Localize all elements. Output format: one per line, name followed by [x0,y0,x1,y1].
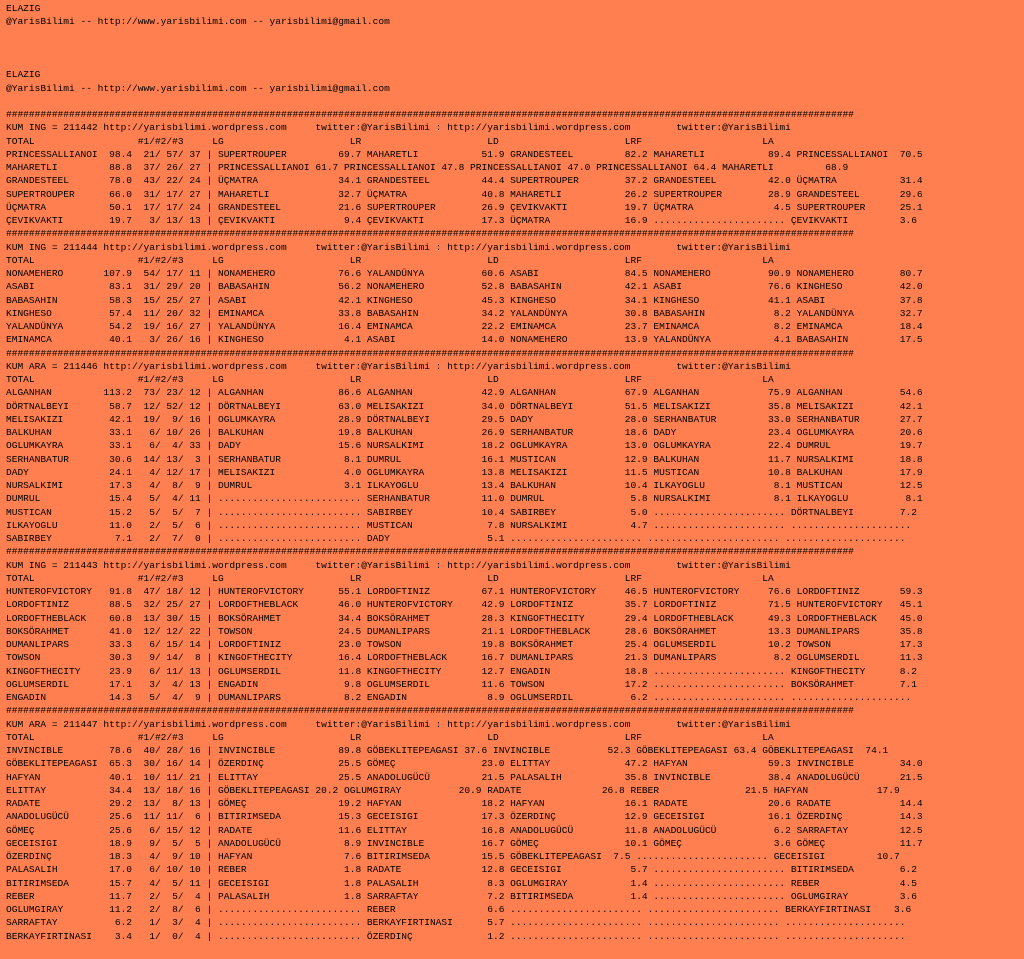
result-row: PALASALIH 17.0 6/ 10/ 10 | REBER 1.8 RADATE 12.8 GECEISIGI 5.7 ....................... BITIRIMSEDA 6.2 [6,864,917,876]
column-header-line: TOTAL #1/#2/#3 LG LR LD LRF LA [6,135,774,147]
race-header-line: KUM ING = 211442 http://yarisbilimi.wordpress.com twitter:@YarisBilimi : http://yarisbilimi.wordpress.com twitter:@YarisBilimi [6,122,791,134]
result-row: OGLUMSERDIL 17.1 3/ 4/ 13 | ENGADIN 9.8 OGLUMSERDIL 11.6 TOWSON 17.2 ....................... BOKSÖRAHMET 7.1 [6,678,917,690]
contact-line: @YarisBilimi -- http://www.yarisbilimi.com -- yarisbilimi@gmail.com [6,16,390,28]
column-header-line: TOTAL #1/#2/#3 LG LR LD LRF LA [6,254,774,266]
result-row: ÜÇMATRA 50.1 17/ 17/ 24 | GRANDESTEEL 21.6 SUPERTROUPER 26.9 ÇEVIKVAKTI 19.7 ÜÇMATRA 4.5 SUPERTROUPER 25.1 [6,201,923,213]
result-row: OGLUMKAYRA 33.1 6/ 4/ 33 | DADY 15.6 NURSALKIMI 18.2 OGLUMKAYRA 13.0 OGLUMKAYRA 22.4 DUMRUL 19.7 [6,440,923,452]
result-row: OGLUMGIRAY 11.2 2/ 8/ 6 | ......................... REBER 6.6 ....................... ....................... BERKAYFIRTINASI 3.6 [6,904,912,915]
result-row: YALANDÜNYA 54.2 19/ 16/ 27 | YALANDÜNYA 16.4 EMINAMCA 22.2 EMINAMCA 23.7 EMINAMCA 8.2 EMINAMCA 18.4 [6,321,923,332]
blank-line [6,29,1024,42]
result-row: LORDOFTINIZ 88.5 32/ 25/ 27 | LORDOFTHEBLACK 46.0 HUNTEROFVICTORY 42.9 LORDOFTINIZ 35.7 LORDOFTINIZ 71.5 HUNTEROFVICTORY 45.1 [6,599,923,611]
contact-line: @YarisBilimi -- http://www.yarisbilimi.com -- yarisbilimi@gmail.com [6,82,390,94]
result-row: ÇEVIKVAKTI 19.7 3/ 13/ 13 | ÇEVIKVAKTI 9.4 ÇEVIKVAKTI 17.3 ÜÇMATRA 16.9 ....................... ÇEVIKVAKTI 3.6 [6,215,917,226]
race-header-line: KUM ING = 211444 http://yarisbilimi.wordpress.com twitter:@YarisBilimi : http://yarisbilimi.wordpress.com twitter:@YarisBilimi [6,241,791,253]
result-row: ILKAYOGLU 11.0 2/ 5/ 6 | ......................... MUSTICAN 7.8 NURSALKIMI 4.7 ....................... ..................... [6,519,912,531]
column-header-line: TOTAL #1/#2/#3 LG LR LD LRF LA [6,572,774,584]
result-row: BERKAYFIRTINASI 3.4 1/ 0/ 4 | ......................... ÖZERDINÇ 1.2 ....................... ....................... ..................... [6,930,906,942]
result-row: SARRAFTAY 6.2 1/ 3/ 4 | ......................... BERKAYFIRTINASI 5.7 ....................... ....................... ..................... [6,917,906,929]
race-header-line: KUM ARA = 211446 http://yarisbilimi.wordpress.com twitter:@YarisBilimi : http://yarisbilimi.wordpress.com twitter:@YarisBilimi [6,360,791,372]
result-row: LORDOFTHEBLACK 60.8 13/ 30/ 15 | BOKSÖRAHMET 34.4 BOKSÖRAHMET 28.3 KINGOFTHECITY 29.4 LORDOFTHEBLACK 49.3 LORDOFTHEBLACK 45.0 [6,612,923,624]
result-row: GÖBEKLITEPEAGASI 65.3 30/ 16/ 14 | ÖZERDINÇ 25.5 GÖMEÇ 23.0 ELITTAY 47.2 HAFYAN 59.3 INVINCIBLE 34.0 [6,758,923,770]
result-row: GRANDESTEEL 78.0 43/ 22/ 24 | ÜÇMATRA 34.1 GRANDESTEEL 44.4 SUPERTROUPER 37.2 GRANDESTEEL 42.0 ÜÇMATRA 31.4 [6,175,923,187]
result-row: SABIRBEY 7.1 2/ 7/ 0 | ......................... DADY 5.1 ....................... ....................... ..................... [6,533,906,544]
result-row: NONAMEHERO 107.9 54/ 17/ 11 | NONAMEHERO 76.6 YALANDÜNYA 60.6 ASABI 84.5 NONAMEHERO 90.9 NONAMEHERO 80.7 [6,268,923,279]
result-row: KINGOFTHECITY 23.9 6/ 11/ 13 | OGLUMSERDIL 11.8 KINGOFTHECITY 12.7 ENGADIN 18.8 ....................... KINGOFTHECITY 8.2 [6,665,917,677]
result-row: DADY 24.1 4/ 12/ 17 | MELISAKIZI 4.0 OGLUMKAYRA 13.8 MELISAKIZI 11.5 MUSTICAN 10.8 BALKUHAN 17.9 [6,466,923,478]
result-row: GECEISIGI 18.9 9/ 5/ 5 | ANADOLUGÜCÜ 8.9 INVINCIBLE 16.7 GÖMEÇ 10.1 GÖMEÇ 3.6 GÖMEÇ 11.7 [6,837,923,849]
result-row: DUMANLIPARS 33.3 6/ 15/ 14 | LORDOFTINIZ 23.0 TOWSON 19.8 BOKSÖRAHMET 25.4 OGLUMSERDIL 10.2 TOWSON 17.3 [6,639,923,650]
result-row: KINGHESO 57.4 11/ 20/ 32 | EMINAMCA 33.8 BABASAHIN 34.2 YALANDÜNYA 30.8 BABASAHIN 8.2 YALANDÜNYA 32.7 [6,307,923,319]
result-row: ASABI 83.1 31/ 29/ 20 | BABASAHIN 56.2 NONAMEHERO 52.8 BABASAHIN 42.1 ASABI 76.6 KINGHESO 42.0 [6,281,923,293]
result-row: DUMRUL 15.4 5/ 4/ 11 | ......................... SERHANBATUR 11.0 DUMRUL 5.8 NURSALKIMI 8.1 ILKAYOGLU 8.1 [6,493,923,505]
result-row: MAHARETLI 88.8 37/ 26/ 27 | PRINCESSALLIANOI 61.7 PRINCESSALLIANOI 47.8 PRINCESSALLIANOI 47.0 PRINCESSALLIANOI 64.4 MAHARETLI 68.9 [6,162,849,173]
result-row: ALGANHAN 113.2 73/ 23/ 12 | ALGANHAN 86.6 ALGANHAN 42.9 ALGANHAN 67.9 ALGANHAN 75.9 ALGANHAN 54.6 [6,387,923,399]
separator-line: #################################################################################################################################################### [6,109,854,120]
result-row: GÖMEÇ 25.6 6/ 15/ 12 | RADATE 11.6 ELITTAY 16.8 ANADOLUGÜCÜ 11.8 ANADOLUGÜCÜ 6.2 SARRAFTAY 12.5 [6,824,923,836]
result-row: MELISAKIZI 42.1 19/ 9/ 16 | OGLUMKAYRA 28.9 DÖRTNALBEYI 29.5 DADY 28.0 SERHANBATUR 33.0 SERHANBATUR 27.7 [6,413,923,425]
result-row: ENGADIN 14.3 5/ 4/ 9 | DUMANLIPARS 8.2 ENGADIN 8.9 OGLUMSERDIL 6.2 ....................... ..................... [6,692,912,703]
result-row: TOWSON 30.3 9/ 14/ 8 | KINGOFTHECITY 16.4 LORDOFTHEBLACK 16.7 DUMANLIPARS 21.3 DUMANLIPARS 8.2 OGLUMSERDIL 11.3 [6,652,923,664]
result-row: BITIRIMSEDA 15.7 4/ 5/ 11 | GECEISIGI 1.8 PALASALIH 8.3 OGLUMGIRAY 1.4 ....................... REBER 4.5 [6,877,917,889]
result-row: NURSALKIMI 17.3 4/ 8/ 9 | DUMRUL 3.1 ILKAYOGLU 13.4 BALKUHAN 10.4 ILKAYOGLU 8.1 MUSTICAN 12.5 [6,480,923,491]
separator-line: #################################################################################################################################################### [6,228,854,240]
result-row: INVINCIBLE 78.6 40/ 28/ 16 | INVINCIBLE 89.8 GÖBEKLITEPEAGASI 37.6 INVINCIBLE 52.3 GÖBEKLITEPEAGASI 63.4 GÖBEKLITEPEAGASI 74.1 [6,745,889,756]
blank-line [6,55,1024,68]
blank-line [6,42,1024,55]
result-row: BOKSÖRAHMET 41.0 12/ 12/ 22 | TOWSON 24.5 DUMANLIPARS 21.1 LORDOFTHEBLACK 28.6 BOKSÖRAHMET 13.3 DUMANLIPARS 35.8 [6,625,923,637]
result-row: ANADOLUGÜCÜ 25.6 11/ 11/ 6 | BITIRIMSEDA 15.3 GECEISIGI 17.3 ÖZERDINÇ 12.9 GECEISIGI 16.1 ÖZERDINÇ 14.3 [6,811,923,823]
result-row: HUNTEROFVICTORY 91.8 47/ 18/ 12 | HUNTEROFVICTORY 55.1 LORDOFTINIZ 67.1 HUNTEROFVICTORY 46.5 HUNTEROFVICTORY 76.6 LORDOFTINIZ 59.3 [6,586,923,597]
separator-line: #################################################################################################################################################### [6,347,854,359]
result-row: SUPERTROUPER 66.0 31/ 17/ 27 | MAHARETLI 32.7 ÜÇMATRA 40.8 MAHARETLI 26.2 SUPERTROUPER 28.9 GRANDESTEEL 29.6 [6,188,923,200]
separator-line: #################################################################################################################################################### [6,705,854,717]
race-header-line: KUM ING = 211443 http://yarisbilimi.wordpress.com twitter:@YarisBilimi : http://yarisbilimi.wordpress.com twitter:@YarisBilimi [6,559,791,571]
race-header-line: KUM ARA = 211447 http://yarisbilimi.wordpress.com twitter:@YarisBilimi : http://yarisbilimi.wordpress.com twitter:@YarisBilimi [6,718,791,730]
location-title: ELAZIG [6,3,41,14]
result-row: ÖZERDINÇ 18.3 4/ 9/ 10 | HAFYAN 7.6 BITIRIMSEDA 15.5 GÖBEKLITEPEAGASI 7.5 ....................... GECEISIGI 10.7 [6,851,900,862]
result-row: SERHANBATUR 30.6 14/ 13/ 3 | SERHANBATUR 8.1 DUMRUL 16.1 MUSTICAN 12.9 BALKUHAN 11.7 NURSALKIMI 18.8 [6,453,923,465]
result-row: DÖRTNALBEYI 58.7 12/ 52/ 12 | DÖRTNALBEYI 63.0 MELISAKIZI 34.0 DÖRTNALBEYI 51.5 MELISAKIZI 35.8 MELISAKIZI 42.1 [6,400,923,412]
blank-line [6,95,1024,108]
column-header-line: TOTAL #1/#2/#3 LG LR LD LRF LA [6,374,774,385]
separator-line: #################################################################################################################################################### [6,546,854,558]
result-row: BALKUHAN 33.1 6/ 10/ 26 | BALKUHAN 19.8 BALKUHAN 26.9 SERHANBATUR 18.6 DADY 23.4 OGLUMKAYRA 20.6 [6,427,923,438]
result-row: MUSTICAN 15.2 5/ 5/ 7 | ......................... SABIRBEY 10.4 SABIRBEY 5.0 ....................... DÖRTNALBEYI 7.2 [6,506,917,518]
result-row: PRINCESSALLIANOI 98.4 21/ 57/ 37 | SUPERTROUPER 69.7 MAHARETLI 51.9 GRANDESTEEL 82.2 MAHARETLI 89.4 PRINCESSALLIANOI 70.5 [6,148,923,160]
result-row: ELITTAY 34.4 13/ 18/ 16 | GÖBEKLITEPEAGASI 20.2 OGLUMGIRAY 20.9 RADATE 26.8 REBER 21.5 HAFYAN 17.9 [6,784,900,796]
location-title: ELAZIG [6,69,41,81]
result-row: EMINAMCA 40.1 3/ 26/ 16 | KINGHESO 4.1 ASABI 14.0 NONAMEHERO 13.9 YALANDÜNYA 4.1 BABASAHIN 17.5 [6,334,923,346]
result-row: RADATE 29.2 13/ 8/ 13 | GÖMEÇ 19.2 HAFYAN 18.2 HAFYAN 16.1 RADATE 20.6 RADATE 14.4 [6,798,923,809]
result-row: HAFYAN 40.1 10/ 11/ 21 | ELITTAY 25.5 ANADOLUGÜCÜ 21.5 PALASALIH 35.8 INVINCIBLE 38.4 ANADOLUGÜCÜ 21.5 [6,771,923,783]
result-row: BABASAHIN 58.3 15/ 25/ 27 | ASABI 42.1 KINGHESO 45.3 KINGHESO 34.1 KINGHESO 41.1 ASABI 37.8 [6,294,923,306]
result-row: REBER 11.7 2/ 5/ 4 | PALASALIH 1.8 SARRAFTAY 7.2 BITIRIMSEDA 1.4 ....................... OGLUMGIRAY 3.6 [6,890,917,902]
column-header-line: TOTAL #1/#2/#3 LG LR LD LRF LA [6,731,774,743]
